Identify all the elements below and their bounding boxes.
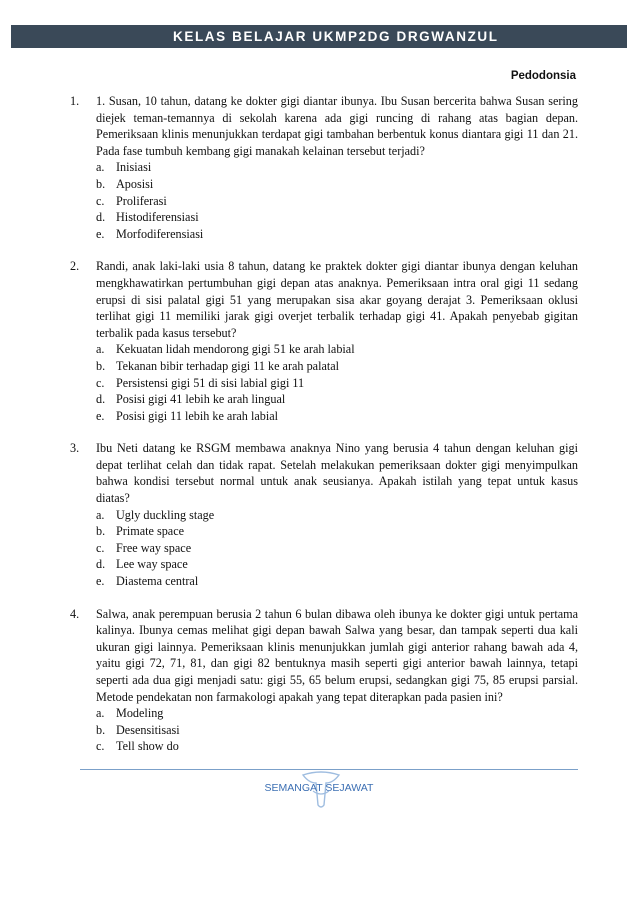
question-item (70, 258, 578, 424)
option-letter: c. (96, 193, 105, 208)
option-text: Tekanan bibir terhadap gigi 11 ke arah palatal (116, 358, 340, 373)
answer-option (96, 226, 578, 243)
footer-divider (80, 769, 578, 770)
option-text: Kekuatan lidah mendorong gigi 51 ke arah labial (116, 342, 355, 357)
answer-options (96, 705, 578, 755)
question-number: 1. (70, 94, 80, 108)
option-text: Tell show do (116, 739, 179, 754)
answer-option (96, 573, 578, 590)
option-text: Proliferasi (116, 193, 167, 208)
option-text: Inisiasi (116, 160, 152, 175)
option-letter: a. (96, 507, 105, 522)
option-text: Free way space (116, 540, 192, 555)
option-text: Desensitisasi (116, 722, 180, 737)
question-text: Randi, anak laki-laki usia 8 tahun, datang ke praktek dokter gigi diantar ibunya dengan keluhan mengkhawatirkan pertumbuhan gigi depan atas anaknya. Pemeriksaan intra oral gigi 11 sedang erupsi di sisi palatal gigi 51 yang merupakan sisa akar goyang derajat 3. Pemeriksaan oklusi terlihat gigi 11 memiliki jarak gigi overjet terbalik terhadap gigi 41. Apakah penyebab gigitan terbalik pada kasus tersebut? (96, 259, 578, 340)
answer-option (96, 738, 578, 755)
option-letter: a. (96, 706, 105, 721)
answer-option (96, 507, 578, 524)
option-text: Modeling (116, 706, 164, 721)
answer-option (96, 159, 578, 176)
answer-option (96, 176, 578, 193)
option-letter: d. (96, 557, 106, 572)
answer-option (96, 209, 578, 226)
header-banner: KELAS BELAJAR UKMP2DG DRGWANZUL (11, 25, 627, 48)
option-letter: c. (96, 540, 105, 555)
option-letter: e. (96, 226, 105, 241)
subject-title: Pedodonsia (510, 70, 576, 82)
question-item (70, 606, 578, 755)
option-text: Histodiferensiasi (116, 210, 199, 225)
question-item (70, 440, 578, 589)
option-letter: e. (96, 574, 105, 589)
answer-option (96, 722, 578, 739)
answer-option (96, 341, 578, 358)
option-text: Aposisi (116, 176, 154, 191)
question-number: 4. (70, 606, 80, 621)
question-text: Salwa, anak perempuan berusia 2 tahun 6 bulan dibawa oleh ibunya ke dokter gigi untuk pertama kalinya. Ibunya cemas melihat gigi depan bawah Salwa yang besar, dan tampak seperti dua kali ukuran gigi lainnya. Pemeriksaan klinis menunjukkan jumlah gigi anterior rahang bawah ada 4, yaitu gigi 72, 71, 81, dan gigi 82 bentuknya masih seperti gigi anterior bawah lainnya, tetapi seperti ada dua gigi menjadi satu: gigi 55, 65 belum erupsi, sedangkan gigi 75, 85 erupsi parsial. Metode pendekatan non farmakologi apakah yang tepat diterapkan pada pasien ini? (96, 606, 578, 704)
option-text: Posisi gigi 41 lebih ke arah lingual (116, 392, 286, 407)
question-number: 2. (70, 259, 80, 274)
answer-option (96, 358, 578, 375)
question-list (70, 93, 578, 771)
answer-option (96, 556, 578, 573)
question-text: Ibu Neti datang ke RSGM membawa anaknya Nino yang berusia 4 tahun dengan keluhan gigi depat terlihat celah dan tidak rapat. Setelah melakukan pemeriksaan dokter gigi menyimpulkan bahwa kondisi tersebut normal untuk anak seusianya. Apakah istilah yang tepat untuk kasus diatas? (96, 441, 578, 506)
footer-text: SEMANGAT SEJAWAT (264, 782, 374, 794)
question-item (70, 93, 578, 242)
option-letter: c. (96, 739, 105, 754)
option-text: Persistensi gigi 51 di sisi labial gigi 11 (116, 375, 305, 390)
option-text: Primate space (116, 524, 185, 539)
option-letter: b. (96, 524, 106, 539)
question-text: 1. Susan, 10 tahun, datang ke dokter gigi diantar ibunya. Ibu Susan bercerita bahwa Susan sering diejek teman-temannya di sekolah karena ada gigi runcing di rahang atas bagian depan. Pemeriksaan klinis menunjukkan terdapat gigi tambahan berbentuk konus diantara gigi 11 dan 21. Pada fase tumbuh kembang gigi manakah kelainan tersebut terjadi? (96, 94, 578, 158)
answer-options (96, 159, 578, 242)
answer-options (96, 341, 578, 424)
answer-option (96, 391, 578, 408)
answer-option (96, 705, 578, 722)
answer-option (96, 523, 578, 540)
option-text: Diastema central (116, 574, 199, 589)
question-number: 3. (70, 441, 80, 456)
option-text: Posisi gigi 11 lebih ke arah labial (116, 408, 279, 423)
option-letter: b. (96, 722, 106, 737)
option-letter: d. (96, 392, 106, 407)
answer-option (96, 375, 578, 392)
option-text: Lee way space (116, 557, 188, 572)
option-letter: b. (96, 358, 106, 373)
option-letter: c. (96, 375, 105, 390)
option-letter: d. (96, 210, 106, 225)
option-text: Ugly duckling stage (116, 507, 215, 522)
option-text: Morfodiferensiasi (116, 226, 204, 241)
answer-option (96, 193, 578, 210)
answer-option (96, 540, 578, 557)
answer-options (96, 507, 578, 590)
option-letter: a. (96, 160, 105, 175)
option-letter: a. (96, 342, 105, 357)
answer-option (96, 408, 578, 425)
option-letter: b. (96, 176, 106, 191)
option-letter: e. (96, 408, 105, 423)
